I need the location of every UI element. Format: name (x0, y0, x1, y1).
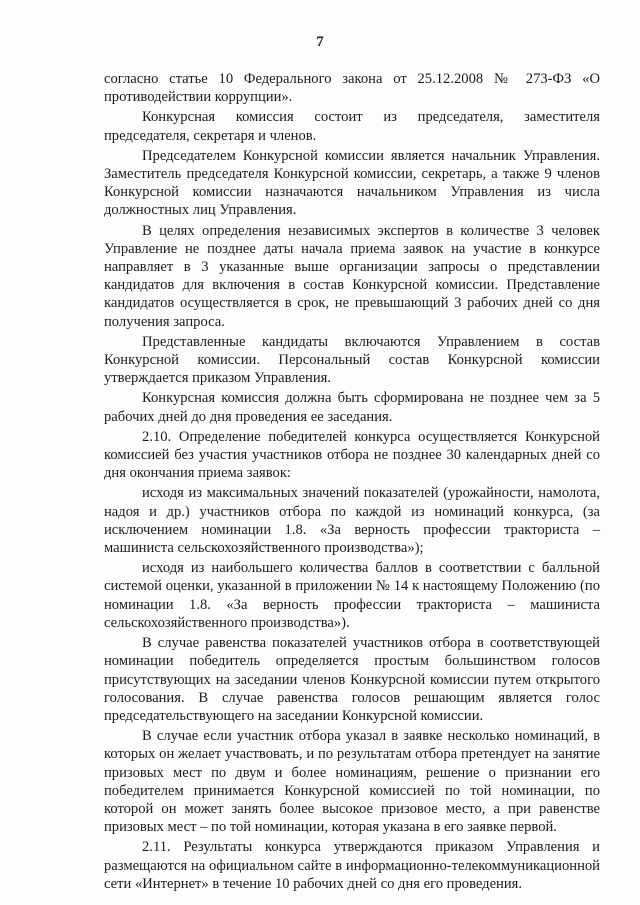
paragraph: Председателем Конкурсной комиссии является начальник Управления. Заместитель председателя Конкурсной комиссии, секретарь, а также 9 членов Конкурсной комиссии назначаются начальником Управления из числа должностных лиц Управления. (104, 147, 600, 219)
paragraph: В случае если участник отбора указал в заявке несколько номинаций, в которых он желает участвовать, и по результатам отбора претендует на занятие призовых мест по двум и более номинациям, решение о признании его победителем принимается Конкурсной комиссией по той номинации, по которой он может занять более высокое призовое место, а при равенстве призовых мест – по той номинации, которая указана в его заявке первой. (104, 728, 600, 836)
paragraph: Конкурсная комиссия состоит из председателя, заместителя председателя, секретаря и членов. (104, 109, 600, 144)
paragraph: Конкурсная комиссия должна быть сформирована не позднее чем за 5 рабочих дней до дня проведения ее заседания. (104, 390, 600, 425)
paragraph: исходя из максимальных значений показателей (урожайности, намолота, надоя и др.) участников отбора по каждой из номинаций конкурса, (за исключением номинации 1.8. «За верность профессии тракториста – машиниста сельскохозяйственного производства»); (104, 485, 600, 557)
paragraph: В случае равенства показателей участников отбора в соответствующей номинации победитель определяется простым большинством голосов присутствующих на заседании членов Конкурсной комиссии путем открытого голосования. В случае равенства голосов решающим является голос председательствующего на заседании Конкурсной комиссии. (104, 635, 600, 724)
paragraph-section-2-11: 2.11. Результаты конкурса утверждаются приказом Управления и размещаются на официальном сайте в информационно-телекоммуникационной сети «Интернет» в течение 10 рабочих дней со дня его проведения. (104, 839, 600, 892)
page-number: 7 (316, 34, 324, 50)
paragraph-section-2-10: 2.10. Определение победителей конкурса осуществляется Конкурсной комиссией без участия участников отбора не позднее 30 календарных дней со дня окончания приема заявок: (104, 428, 600, 482)
paragraph: исходя из наибольшего количества баллов в соответствии с балльной системой оценки, указанной в приложении № 14 к настоящему Положению (по номинации 1.8. «За верность профессии тракториста – машиниста сельскохозяйственного производства»). (104, 560, 600, 631)
document-body (104, 70, 600, 895)
paragraph: В целях определения независимых экспертов в количестве 3 человек Управление не позднее даты начала приема заявок на участие в конкурсе направляет в 3 указанные выше организации запросы о представлении кандидатов для включения в состав Конкурсной комиссии. Представление кандидатов осуществляется в срок, не превышающий 3 рабочих дней со дня получения запроса. (104, 222, 600, 330)
paragraph: Представленные кандидаты включаются Управлением в состав Конкурсной комиссии. Персональный состав Конкурсной комиссии утверждается приказом Управления. (104, 333, 600, 387)
paragraph-continuation: согласно статье 10 Федерального закона от 25.12.2008 № 273-ФЗ «О противодействии коррупции». (104, 71, 600, 106)
